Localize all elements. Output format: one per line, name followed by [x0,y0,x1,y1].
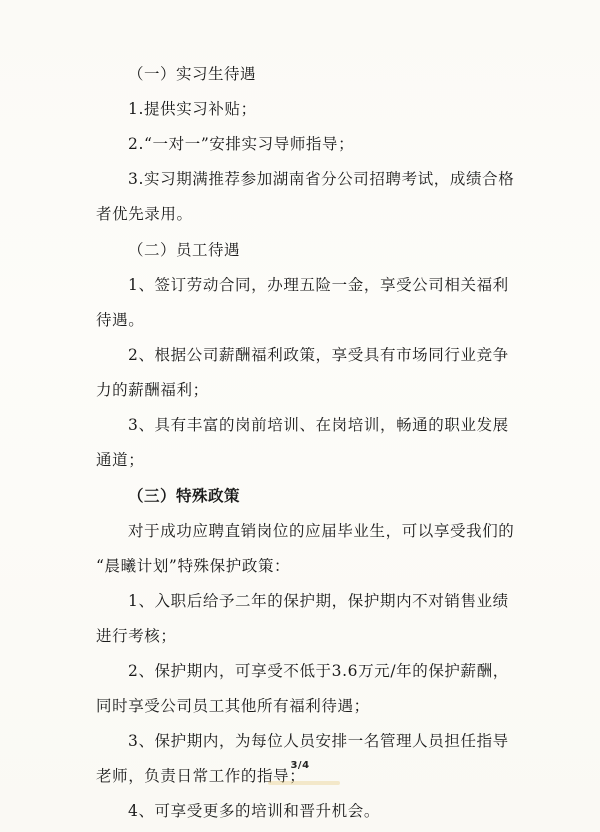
list-item [96,338,526,408]
paragraph-line: 3、保护期内，为每位人员安排一名管理人员担任指导 [128,732,509,750]
paragraph-line: 老师，负责日常工作的指导； [96,767,306,785]
list-item [96,268,526,338]
paragraph-line: 1、入职后给予二年的保护期，保护期内不对销售业绩 [128,592,509,610]
paragraph-line: 4、可享受更多的培训和晋升机会。 [128,802,380,820]
paragraph-line: 1、签订劳动合同，办理五险一金，享受公司相关福利 [128,276,509,294]
paragraph-line: 3.实习期满推荐参加湖南省分公司招聘考试，成绩合格 [128,170,515,188]
paragraph-line: 1.提供实习补贴； [128,100,257,118]
list-item [96,408,526,478]
paragraph-line: 2.“一对一”安排实习导师指导； [128,135,355,153]
section-heading-special: （三）特殊政策 [128,486,241,505]
paragraph-line: 2、保护期内，可享受不低于3.6万元/年的保护薪酬， [128,662,509,680]
list-item [96,654,526,724]
paragraph-line: 3、具有丰富的岗前培训、在岗培训，畅通的职业发展 [128,416,509,434]
document-body [96,56,526,829]
section-heading-internship: （一）实习生待遇 [128,65,257,83]
paragraph-line: 进行考核； [96,627,177,645]
paragraph-line: 通道； [96,451,145,469]
list-item [96,127,526,162]
page-number: 3/4 [290,760,310,771]
paragraph-line: 者优先录用。 [96,205,193,223]
list-item [96,794,526,829]
section-heading-employee: （二）员工待遇 [128,241,241,259]
paragraph-line: 力的薪酬福利； [96,381,209,399]
scan-smudge [268,781,340,785]
paragraph-line: 同时享受公司员工其他所有福利待遇； [96,697,370,715]
paragraph-line: “晨曦计划”特殊保护政策： [96,557,291,575]
paragraph-line: 待遇。 [96,311,145,329]
paragraph-line: 2、根据公司薪酬福利政策，享受具有市场同行业竞争 [128,346,509,364]
list-item [96,162,526,232]
list-item [96,514,526,584]
paragraph-line: 对于成功应聘直销岗位的应届毕业生，可以享受我们的 [128,522,515,540]
list-item [96,92,526,127]
list-item [96,584,526,654]
